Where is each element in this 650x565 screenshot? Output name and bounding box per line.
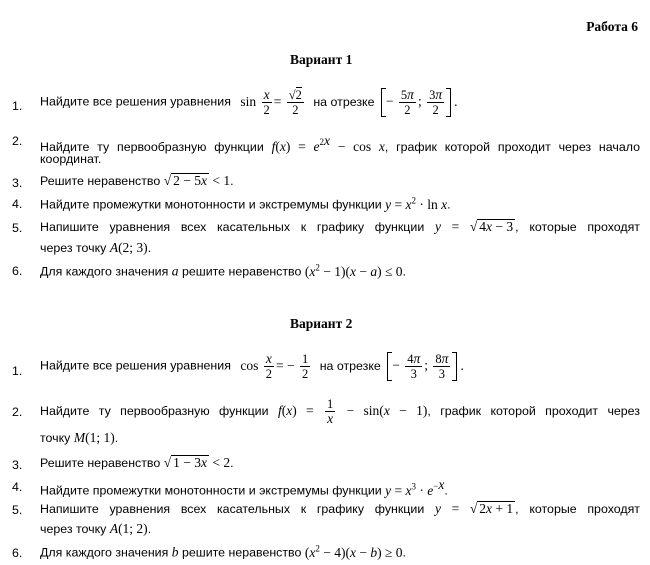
v2-point-5: A(1; 2) — [109, 521, 148, 536]
v2-func-4: $y = x^3 \cdot e^{-x}$ — [385, 477, 445, 498]
v2-interval-1: − $\frac{4\pi}{3}$ ; $\frac{8\pi}{3}$ . — [384, 358, 464, 373]
v2-func-5: y = √ 2x + 1 — [434, 501, 514, 516]
variant-1-title: Вариант 1 — [290, 52, 353, 67]
v2-ineq-6: $(x^2 - 4)(x - b) \ge 0$ — [304, 543, 403, 560]
v1-ineq-6: $(x^2 - 1)(x - a) \le 0$ — [304, 262, 403, 279]
v1-interval-1: − $\frac{5\pi}{2}$ ; $\frac{3\pi}{2}$ . — [378, 94, 458, 109]
v1-eq-1: sin $\frac{x}{2}$ = $\frac{√2}{2}$ — [240, 87, 302, 117]
v1-ineq-3: √ 2 − 5x < 1 — [163, 173, 231, 188]
v2-func-2: f(x) = $\frac{1}{x}$ − sin(x − 1) — [277, 397, 428, 426]
variant-2-title: Вариант 2 — [290, 316, 353, 331]
work-title: Работа 6 — [586, 19, 638, 34]
v2-eq-1: cos $\frac{x}{2}$ = − $\frac{1}{2}$ — [240, 351, 309, 381]
v1-func-5: y = √ 4x − 3 — [434, 219, 514, 234]
v1-point-5: A(2; 3) — [109, 240, 148, 255]
v1-func-4: $y = x^2 \cdot \ln x$ — [385, 195, 448, 212]
v1-func-2: $f(x) = e^{2x} - \cos x$ — [271, 133, 385, 154]
v2-point-2: M(1; 1) — [73, 430, 115, 445]
v2-ineq-3: √ 1 − 3x < 2 — [163, 455, 231, 470]
